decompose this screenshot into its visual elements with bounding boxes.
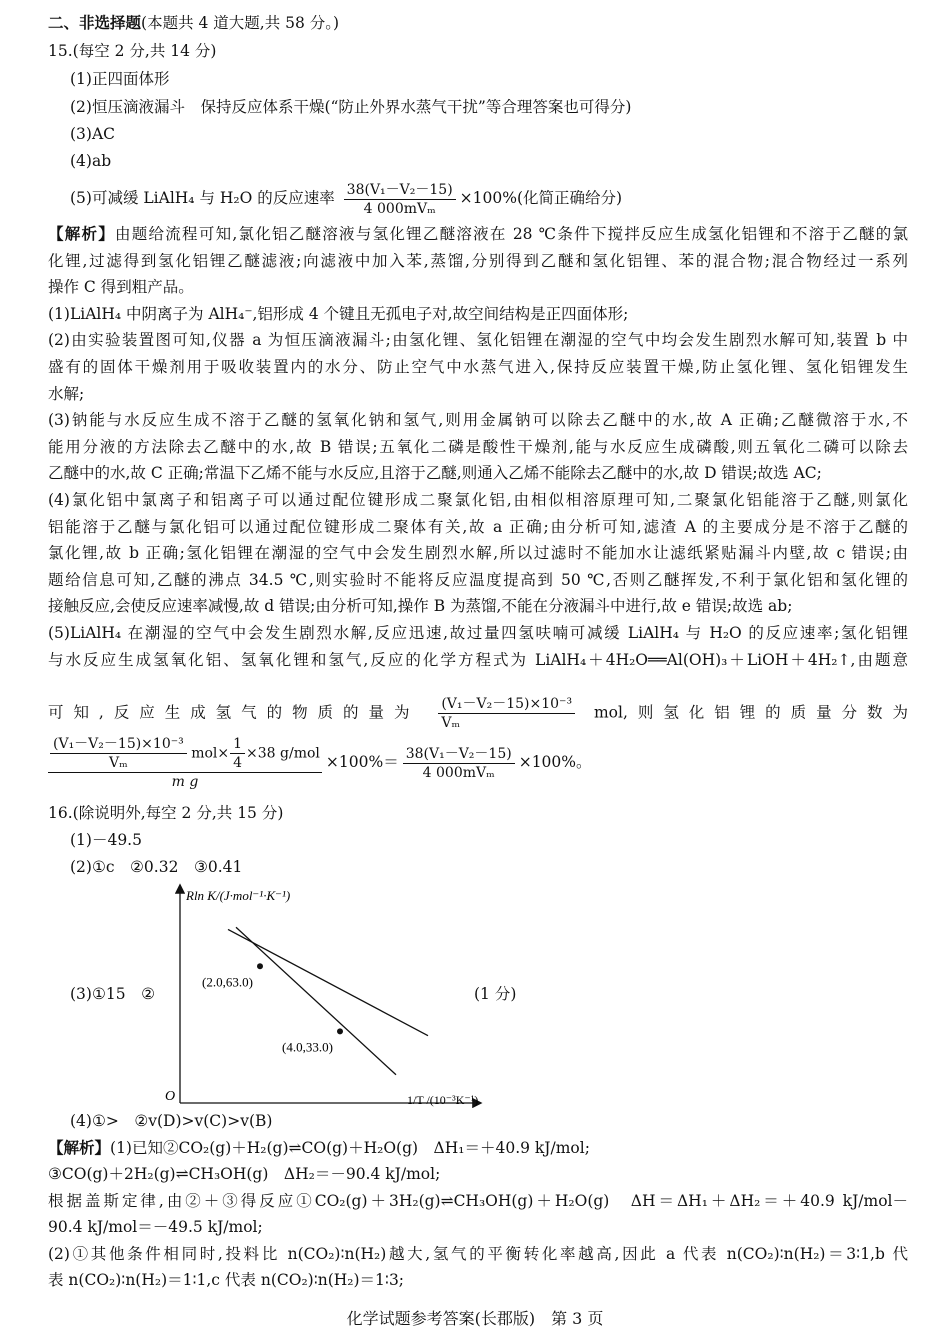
q15-analysis-text: (1)LiAlH₄ 中阴离子为 AlH₄⁻,铝形成 4 个键且无孤电子对,故空间结构是正四面体形; (48, 304, 629, 323)
q15-big-denominator: m g (171, 774, 199, 790)
q15-big-num-f: ×38 g/mol (246, 745, 320, 762)
q15-analysis-label: 【解析】 (48, 225, 116, 243)
q15-analysis-text: 题给信息可知,乙醚的沸点 34.5 ℃,则实验时不能将反应温度提高到 50 ℃,否则乙醚挥发,不利于氯化铝和氢化锂的 (48, 570, 908, 589)
q15-mol-left: 可知,反应生成氢气的物质的量为 (48, 703, 420, 722)
q15-big-num-e: 4 (233, 755, 243, 771)
q16-analysis-label: 【解析】 (48, 1139, 111, 1157)
chart-point-1 (257, 963, 263, 969)
q15-analysis-line (48, 542, 908, 564)
q15-mol-line (48, 695, 908, 732)
q15-big-end: ×100%。 (518, 753, 592, 771)
q15-analysis-text: 操作 C 得到粗产品。 (48, 278, 194, 297)
q15-mol-denominator: Vₘ (441, 715, 461, 731)
q15-big-num-d: 1 (230, 735, 245, 754)
q15-analysis-line (48, 516, 908, 538)
q15-analysis-line (48, 303, 908, 325)
q15-a5-prefix: (5)可减缓 LiAlH₄ 与 H₂O 的反应速率 (70, 189, 335, 207)
q15-result-numerator: 38(V₁－V₂－15) (403, 745, 515, 764)
q15-analysis-text: 盛有的固体干燥剂用于吸收装置内的水分、防止空气中水蒸气进入,保持反应装置干燥,防止氢化锂、氢化铝锂发生 (48, 358, 908, 376)
y-axis-label: Rln K/(J·mol⁻¹·K⁻¹) (186, 888, 291, 903)
chart-points-group (202, 963, 343, 1054)
q15-answer-4: (4)ab (70, 152, 112, 170)
q16-header: 16.(除说明外,每空 2 分,共 15 分) (48, 804, 284, 822)
q15-mol-right: mol,则氢化铝锂的质量分数为 (593, 703, 909, 722)
q16-answer-3: (3)①15 ② (70, 985, 155, 1003)
section-heading (48, 12, 908, 34)
q15-mol-fraction (438, 695, 575, 732)
q15-analysis-line (48, 383, 908, 405)
q16-analysis-text: (2)①其他条件相同时,投料比 n(CO₂)∶n(H₂)越大,氢气的平衡转化率越高,因此 a 代表 n(CO₂)∶n(H₂)＝3∶1,b 代 (48, 1244, 908, 1263)
section-note: (本题共 4 道大题,共 58 分。) (141, 14, 340, 32)
rlnk-chart (160, 878, 490, 1123)
q15-analysis-line (48, 569, 908, 591)
q16-answer-4: (4)①> ②v(D)>v(C)>v(B) (70, 1112, 273, 1130)
q15-header: 15.(每空 2 分,共 14 分) (48, 42, 217, 60)
q16-answer-1: (1)－49.5 (70, 831, 142, 849)
q16-analysis-line (48, 1269, 908, 1291)
q15-answer-2: (2)恒压滴液漏斗 保持反应体系干燥(“防止外界水蒸气干扰”等合理答案也可得分) (70, 98, 632, 116)
q15-analysis-text: (2)由实验装置图可知,仪器 a 为恒压滴液漏斗;由氢化锂、氢化铝锂在潮湿的空气中均会发生剧烈水解可知,装置 b 中 (48, 331, 908, 350)
q15-result-fraction (403, 745, 515, 782)
q16-analysis-line (48, 1243, 908, 1265)
q15-a5-suffix: ×100%(化简正确给分) (459, 189, 623, 207)
q15-analysis-text: 氯化锂,故 b 正确;氢化铝锂在潮湿的空气中会发生剧烈水解,所以过滤时不能加水让滤纸紧贴漏斗内壁,故 c 错误;由 (48, 544, 908, 563)
q15-mol-numerator: (V₁－V₂－15)×10⁻³ (438, 695, 575, 714)
q15-big-num-c: mol× (191, 745, 230, 762)
section-title: 二、非选择题 (48, 14, 142, 32)
q15-analysis-line (48, 462, 908, 484)
q15-analysis-text: 化锂,过滤得到氢化铝锂乙醚滤液;向滤液中加入苯,蒸馏,分别得到乙醚和氢化铝锂、苯的混合物;混合物经过一系列 (48, 251, 908, 270)
x-axis-label (407, 1093, 478, 1107)
q15-analysis-text: 与水反应生成氢氧化铝、氢氧化锂和氢气,反应的化学方程式为 LiAlH₄＋4H₂O══Al(OH)₃＋LiOH＋4H₂↑,由题意 (48, 650, 908, 669)
origin-label: O (165, 1089, 176, 1104)
chart-point-label-1: (2.0,63.0) (202, 974, 253, 990)
q15-a5-fraction (344, 181, 456, 218)
q15-analysis-text: 水解; (48, 384, 85, 403)
q15-analysis-text: 乙醚中的水,故 C 正确;常温下乙烯不能与水反应,且溶于乙醚,则通入乙烯不能除去乙醚中的水,故 D 错误;故选 AC; (48, 464, 822, 483)
chart-series-line-2 (228, 929, 428, 1035)
q16-answer-3-score: (1 分) (474, 985, 517, 1003)
q15-analysis-line (48, 409, 908, 431)
q15-analysis-text: (5)LiAlH₄ 在潮湿的空气中会发生剧烈水解,反应迅速,故过量四氢呋喃可减缓 LiAlH₄ 与 H₂O 的反应速率;氢化铝锂 (48, 624, 908, 642)
q15-result-denominator: 4 000mVₘ (422, 764, 495, 781)
q15-analysis-text: 由题给流程可知,氯化铝乙醚溶液与氢化锂乙醚溶液在 28 ℃条件下搅拌反应生成氢化铝锂和不溶于乙醚的氯 (115, 225, 908, 243)
q15-analysis-text: (4)氯化铝中氯离子和铝离子可以通过配位键形成二聚氯化铝,由相似相溶原理可知,二聚氯化铝能溶于乙醚,则氯化 (48, 491, 908, 509)
q15-analysis-line (48, 436, 908, 458)
q16-analysis-text: 90.4 kJ/mol＝－49.5 kJ/mol; (48, 1218, 263, 1237)
q16-analysis-line (48, 1216, 908, 1238)
q15-analysis-line (48, 489, 908, 511)
q15-mass-fraction (48, 735, 908, 795)
q15-a5-numerator: 38(V₁－V₂－15) (344, 181, 456, 200)
q15-answer-5 (70, 178, 930, 218)
q16-answer-2: (2)①c ②0.32 ③0.41 (70, 858, 243, 876)
q15-analysis-line (48, 595, 908, 617)
q15-analysis-text: 接触反应,会使反应速率减慢,故 d 错误;由分析可知,操作 B 为蒸馏,不能在分液漏斗中进行,故 e 错误;故选 ab; (48, 597, 793, 616)
chart-point-label-2: (4.0,33.0) (282, 1039, 333, 1055)
q15-big-num-b: Vₘ (109, 755, 128, 771)
q15-analysis-text: 铝能溶于乙醚与氯化铝可以通过配位键形成二聚体有关,故 a 正确;由分析可知,滤渣 A 的主要成分是不溶于乙醚的 (48, 517, 908, 536)
q16-analysis-text: 根据盖斯定律,由②＋③得反应①CO₂(g)＋3H₂(g)⇌CH₃OH(g)＋H₂O(g) ΔH＝ΔH₁＋ΔH₂＝＋40.9 kJ/mol－ (48, 1191, 908, 1210)
q15-analysis-text: (3)钠能与水反应生成不溶于乙醚的氢氧化钠和氢气,则用金属钠可以除去乙醚中的水,故 A 正确;乙醚微溶于水,不 (48, 411, 908, 430)
q16-analysis-text: ③CO(g)＋2H₂(g)⇌CH₃OH(g) ΔH₂＝－90.4 kJ/mol; (48, 1165, 441, 1184)
q15-analysis-text: 能用分液的方法除去乙醚中的水,故 B 错误;五氧化二磷是酸性干燥剂,能与水反应生成磷酸,则五氧化二磷可以除去 (48, 437, 908, 456)
q15-analysis-line (48, 276, 908, 298)
q15-analysis-line (48, 223, 908, 245)
q15-answer-1: (1)正四面体形 (70, 70, 170, 88)
q16-analysis-text: (1)已知②CO₂(g)＋H₂(g)⇌CO(g)＋H₂O(g) ΔH₁＝＋40.9 kJ/mol; (110, 1139, 590, 1157)
q15-analysis-line (48, 622, 908, 644)
q15-a5-denominator: 4 000mVₘ (363, 200, 436, 217)
q15-analysis-line (48, 649, 908, 671)
q15-analysis-line (48, 329, 908, 351)
q16-analysis-line (48, 1190, 908, 1212)
q15-analysis-line (48, 250, 908, 272)
q15-answer-3: (3)AC (70, 125, 116, 143)
q15-big-mid: ×100%＝ (325, 753, 399, 771)
page-footer: 化学试题参考答案(长郡版) 第 3 页 (346, 1309, 604, 1328)
chart-point-2 (337, 1028, 343, 1034)
q16-analysis-text: 表 n(CO₂)∶n(H₂)＝1∶1,c 代表 n(CO₂)∶n(H₂)＝1∶3; (48, 1271, 405, 1289)
q15-big-fraction (48, 735, 322, 791)
x-axis-label-text: 1/T /(10⁻³K⁻¹) (407, 1093, 479, 1107)
q16-analysis-line (48, 1137, 908, 1159)
q16-analysis-line (48, 1163, 908, 1185)
q15-analysis-line (48, 356, 908, 378)
q15-big-num-a: (V₁－V₂－15)×10⁻³ (50, 735, 187, 754)
